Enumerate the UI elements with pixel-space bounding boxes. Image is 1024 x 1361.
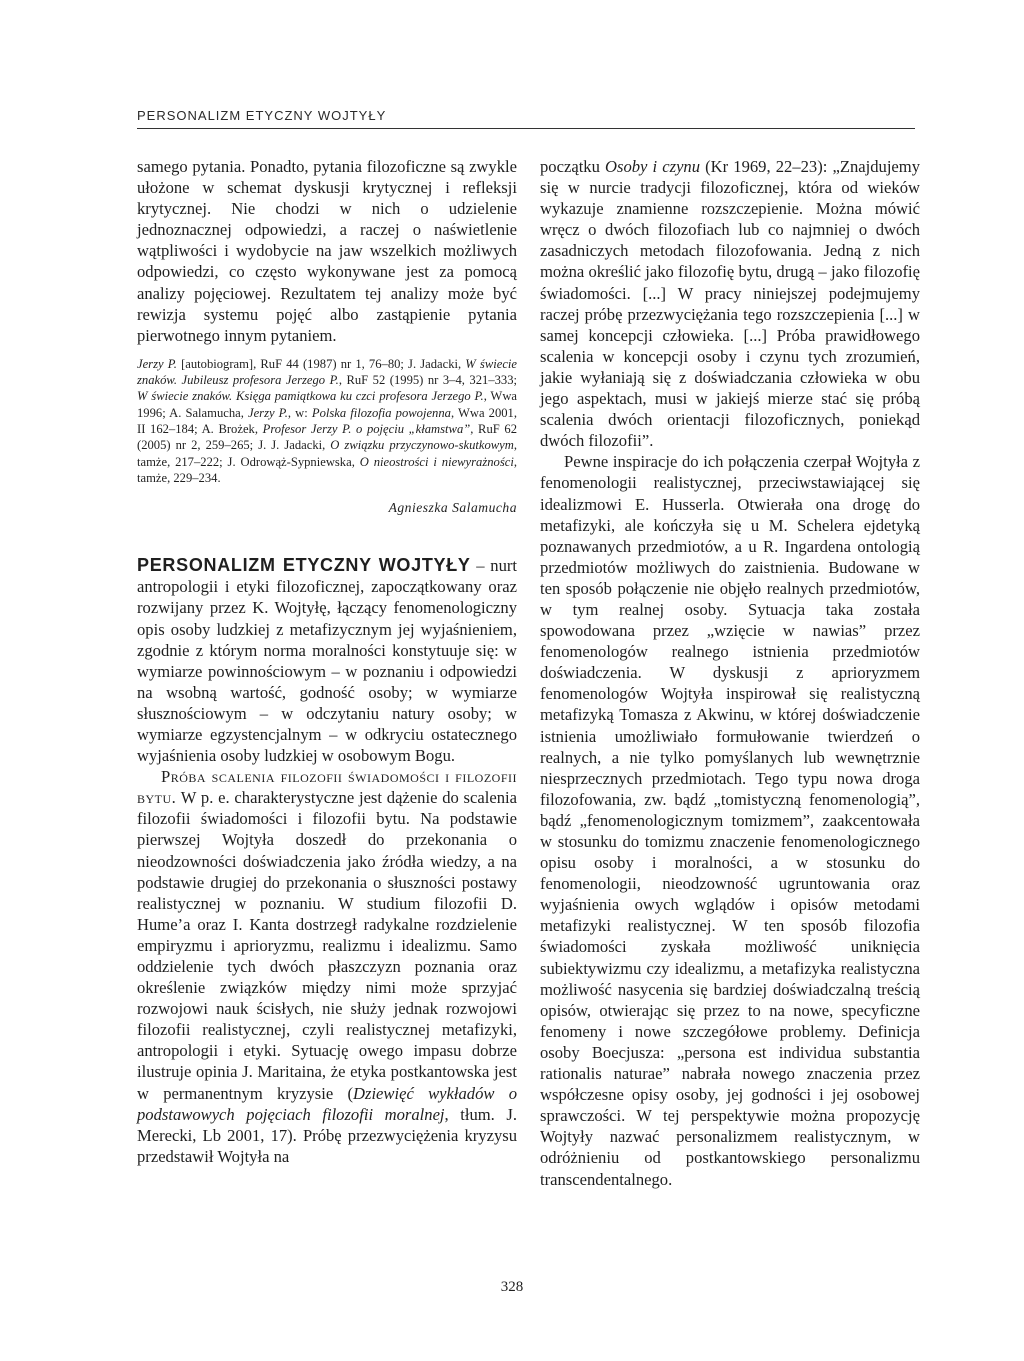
right-column (540, 156, 920, 1190)
section-heading: Próba scalenia filozofii świadomości i filozofii bytu. (137, 767, 517, 808)
header-rule (137, 128, 915, 129)
left-column (137, 156, 517, 1167)
left-paragraph-2: Próba scalenia filozofii świadomości i filozofii bytu. W p. e. charakterystyczne jest dążenie do scalenia filozofii świadomości i filozofii bytu. Na podstawie pierwszej Wojtyła doszedł do przekonania o nieodzowności doświadczenia jako źródła wiedzy, a na podstawie drugiej do przekonania o słuszności postawy realistycznej w poznaniu. W studium filozofii D. Hume’a oraz I. Kanta dostrzegł radykalne rozdzielenie empiryzmu i aprioryzmu, realizmu i idealizmu. Samo oddzielenie tych dwóch płaszczyzn poznania oraz określenie związków między nimi może sprzyjać rozwojowi nauk ścisłych, nie służy jednak rozwojowi filozofii realistycznej, czyli realistycznej metafizyki, antropologii i etyki. Sytuację owego impasu dobrze ilustruje opinia J. Maritaina, że etyka postkantowska jest w permanentnym kryzysie (Dziewięć wykładów o podstawowych pojęciach filozofii moralnej, tłum. J. Merecki, Lb 2001, 17). Próbę przezwyciężenia kryzysu przedstawił Wojtyła na (137, 767, 518, 1166)
right-paragraph-2: Pewne inspiracje do ich połączenia czerpał Wojtyła z fenomenologii realistycznej, przeciwstawiającej się idealizmowi E. Husserla. Otwierała ona drogę do metafizyki, ale kończyła się u M. Schelera ejdetyką poznawanych przedmiotów, a u R. Ingardena ontologią przedmiotów możliwych do zaistnienia. Budowane w ten sposób połączenie nie objęło realnych przedmiotów, w tym realnej osoby. Sytuacja taka została spowodowana przez „wzięcie w nawias” przez fenomenologów realnego istnienia przedmiotów doświadczenia. W dyskusji z aprioryzmem fenomenologów Wojtyła inspirował się realistyczną metafizyką Tomasza z Akwinu, w której doświadczenie istnienia umożliwiało formułowanie twierdzeń o realnych, a nie tylko pomyślanych lub wewnętrznie niesprzecznych przedmiotach. Tego typu nowa droga filozofowania, zw. bądź „tomistyczną fenomenologią”, bądź „fenomenologicznym tomizmem”, zaakcentowała w stosunku do tomizmu znaczenie fenomenologicznego opisu osoby i moralności, a w stosunku do fenomenologii, nieodzowność ugruntowania oraz wyjaśnienia owych wglądów i opisów metodami metafizyki realistycznej. W ten sposób filozofia świadomości zyskała możliwość uniknięcia subiektywizmu czy idealizmu, a metafizyka realistyczna możliwość nasycenia się bardziej doświadczalną treścią opisów, otwierając się przez to na nowe, specyficzne fenomeny i nowe szczegółowe problemy. Definicja osoby Boecjusza: „persona est individua substantia rationalis naturae” nabrała nowego znaczenia przez współczesne opisy osoby, jej godności i jej osobowej sprawczości. W tej perspektywie można propozycję Wojtyły nazwać personalizmem realistycznym, w odróżnieniu od postkantowskiego personalizmu transcendentalnego. (540, 452, 920, 1189)
encyclopedia-entry (137, 554, 517, 766)
entry-title: PERSONALIZM ETYCZNY WOJTYŁY (137, 555, 471, 576)
page-number: 328 (500, 1279, 524, 1295)
running-header: PERSONALIZM ETYCZNY WOJTYŁY (137, 108, 387, 123)
entry-intro: – nurt antropologii i etyki filozoficznej, zapoczątkowany oraz rozwijany przez K. Wojtyłę, łączący fenomenologiczny opis osoby ludzkiej z metafizycznym jej wyjaśnieniem, zgodnie z którym norma moralności konstytuuje się: w wymiarze powinnościowym – w poznaniu i odpowiedzi na wsobną wartość, godność osoby; w wymiarze słusznościowym – w odczytaniu natury osoby; w wymiarze egzystencjalnym – w odkryciu ostatecznego wyjaśnienia osoby ludzkiej w osobowym Bogu. (137, 556, 518, 766)
bibliography: Jerzy P. [autobiogram], RuF 44 (1987) nr 1, 76–80; J. Jadacki, W świecie znaków. Jubileusz profesora Jerzego P., RuF 52 (1995) nr 3–4, 321–333; W świecie znaków. Księga pamiątkowa ku czci profesora Jerzego P., Wwa 1996; A. Salamucha, Jerzy P., w: Polska filozofia powojenna, Wwa 2001, II 162–184; A. Brożek, Profesor Jerzy P. o pojęciu „kłamstwa”, RuF 62 (2005) nr 2, 259–265; J. J. Jadacki, O związku przyczynowo-skutkowym, tamże, 217–222; J. Odrowąż-Sypniewska, O nieostrości i niewyrażności, tamże, 229–234. (137, 356, 518, 485)
left-paragraph-1: samego pytania. Ponadto, pytania filozoficzne są zwykle ułożone w schemat dyskusji krytycznej i refleksji krytycznej. Nie chodzi w nich o udzielenie jednoznacznej odpowiedzi, a raczej o naświetlenie wątpliwości i wydobycie na jaw wszelkich możliwych odpowiedzi, co często wykonywane jest za pomocą analizy pojęciowej. Rezultatem tej analizy może być rewizja systemu pojęć albo zastąpienie pytania pierwotnego innym pytaniem. (137, 157, 517, 345)
right-paragraph-1: początku Osoby i czynu (Kr 1969, 22–23): „Znajdujemy się w nurcie tradycji filozoficznej, która od wieków wykazuje znamienne rozszczepienie. Można mówić wręcz o dwóch filozofiach lub co najmniej o dwóch zasadniczych metodach filozofowania. Jedną z nich można określić jako filozofię bytu, drugą – jako filozofię świadomości. [...] W pracy niniejszej podejmujemy raczej próbę przezwyciężania tego rozszczepienia [...] w samej koncepcji człowieka. [...] Próba prawidłowego scalenia w koncepcji osoby i czynu tych zrozumień, jakie wyłaniają się z doświadczania człowieka w obu jego aspektach, musi w jakiejś mierze stać się próbą scalenia dwóch orientacji filozoficznych, poniekąd dwóch filozofii”. (540, 157, 921, 451)
article-author: Agnieszka Salamucha (388, 500, 517, 516)
